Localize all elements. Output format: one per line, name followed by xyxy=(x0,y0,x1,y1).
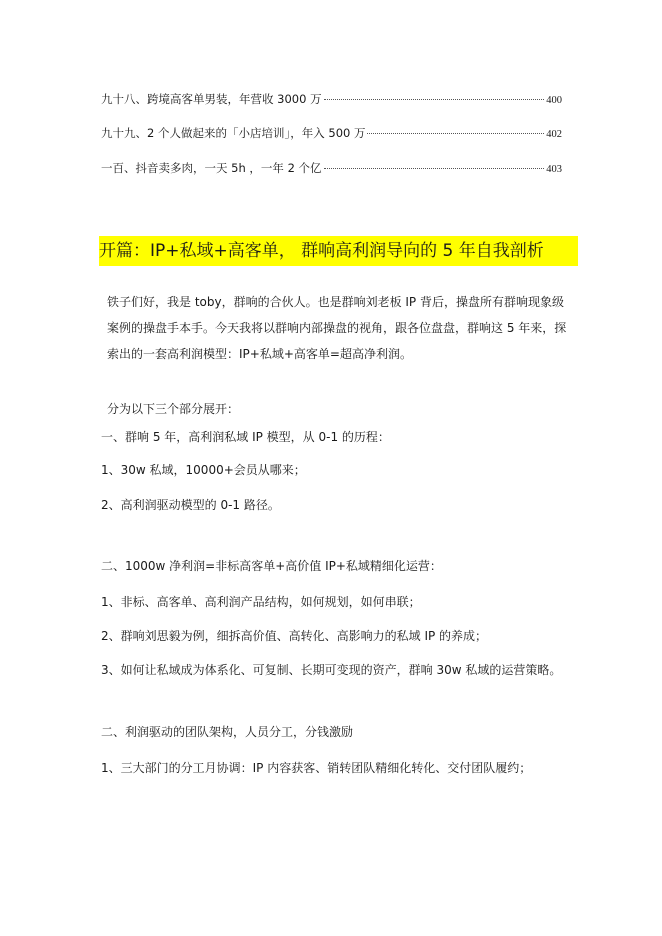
toc-leader xyxy=(324,99,545,100)
toc-title: 九十八、跨境高客单男装，年营收 3000 万 xyxy=(101,92,322,106)
toc-title: 一百、抖音卖多肉，一天 5h ，一年 2 个亿 xyxy=(101,161,322,175)
toc-title: 九十九、2 个人做起来的「小店培训」，年入 500 万 xyxy=(101,126,366,140)
toc-leader xyxy=(367,133,544,134)
section-heading: 开篇：IP+私域+高客单， 群响高利润导向的 5 年自我剖析 xyxy=(99,236,578,266)
toc-page: 402 xyxy=(546,129,562,140)
toc-entry[interactable] xyxy=(101,91,562,107)
intro-paragraph: 铁子们好，我是 toby，群响的合伙人。也是群响刘老板 IP 背后，操盘所有群响现象级案例的操盘手本手。今天我将以群响内部操盘的视角，跟各位盘盘，群响这 5 年来，探索出的一套高利润模型：IP+私域+高客单=超高净利润。 xyxy=(107,295,567,361)
outline-section-3: 二、利润驱动的团队架构，人员分工，分钱激励 xyxy=(101,725,354,739)
toc-leader xyxy=(324,168,545,169)
toc-entry[interactable] xyxy=(101,125,562,141)
toc-page: 400 xyxy=(546,95,562,106)
outline-item: 2、群响刘思毅为例，细拆高价值、高转化、高影响力的私域 IP 的养成； xyxy=(101,629,488,643)
outline-item: 1、非标、高客单、高利润产品结构，如何规划，如何串联； xyxy=(101,595,421,609)
outline-intro: 分为以下三个部分展开： xyxy=(107,402,240,416)
outline-item: 1、三大部门的分工月协调：IP 内容获客、销转团队精细化转化、交付团队履约； xyxy=(101,761,532,775)
outline-item: 2、高利润驱动模型的 0-1 路径。 xyxy=(101,498,280,512)
outline-section-2: 二、1000w 净利润=非标高客单+高价值 IP+私域精细化运营： xyxy=(101,559,442,573)
outline-item: 3、如何让私域成为体系化、可复制、长期可变现的资产，群响 30w 私域的运营策略。 xyxy=(101,663,562,677)
toc-page: 403 xyxy=(546,164,562,175)
toc-entry[interactable] xyxy=(101,160,562,176)
outline-section-1: 一、群响 5 年，高利润私域 IP 模型，从 0-1 的历程： xyxy=(101,430,390,444)
outline-item: 1、30w 私域，10000+会员从哪来； xyxy=(101,463,306,477)
